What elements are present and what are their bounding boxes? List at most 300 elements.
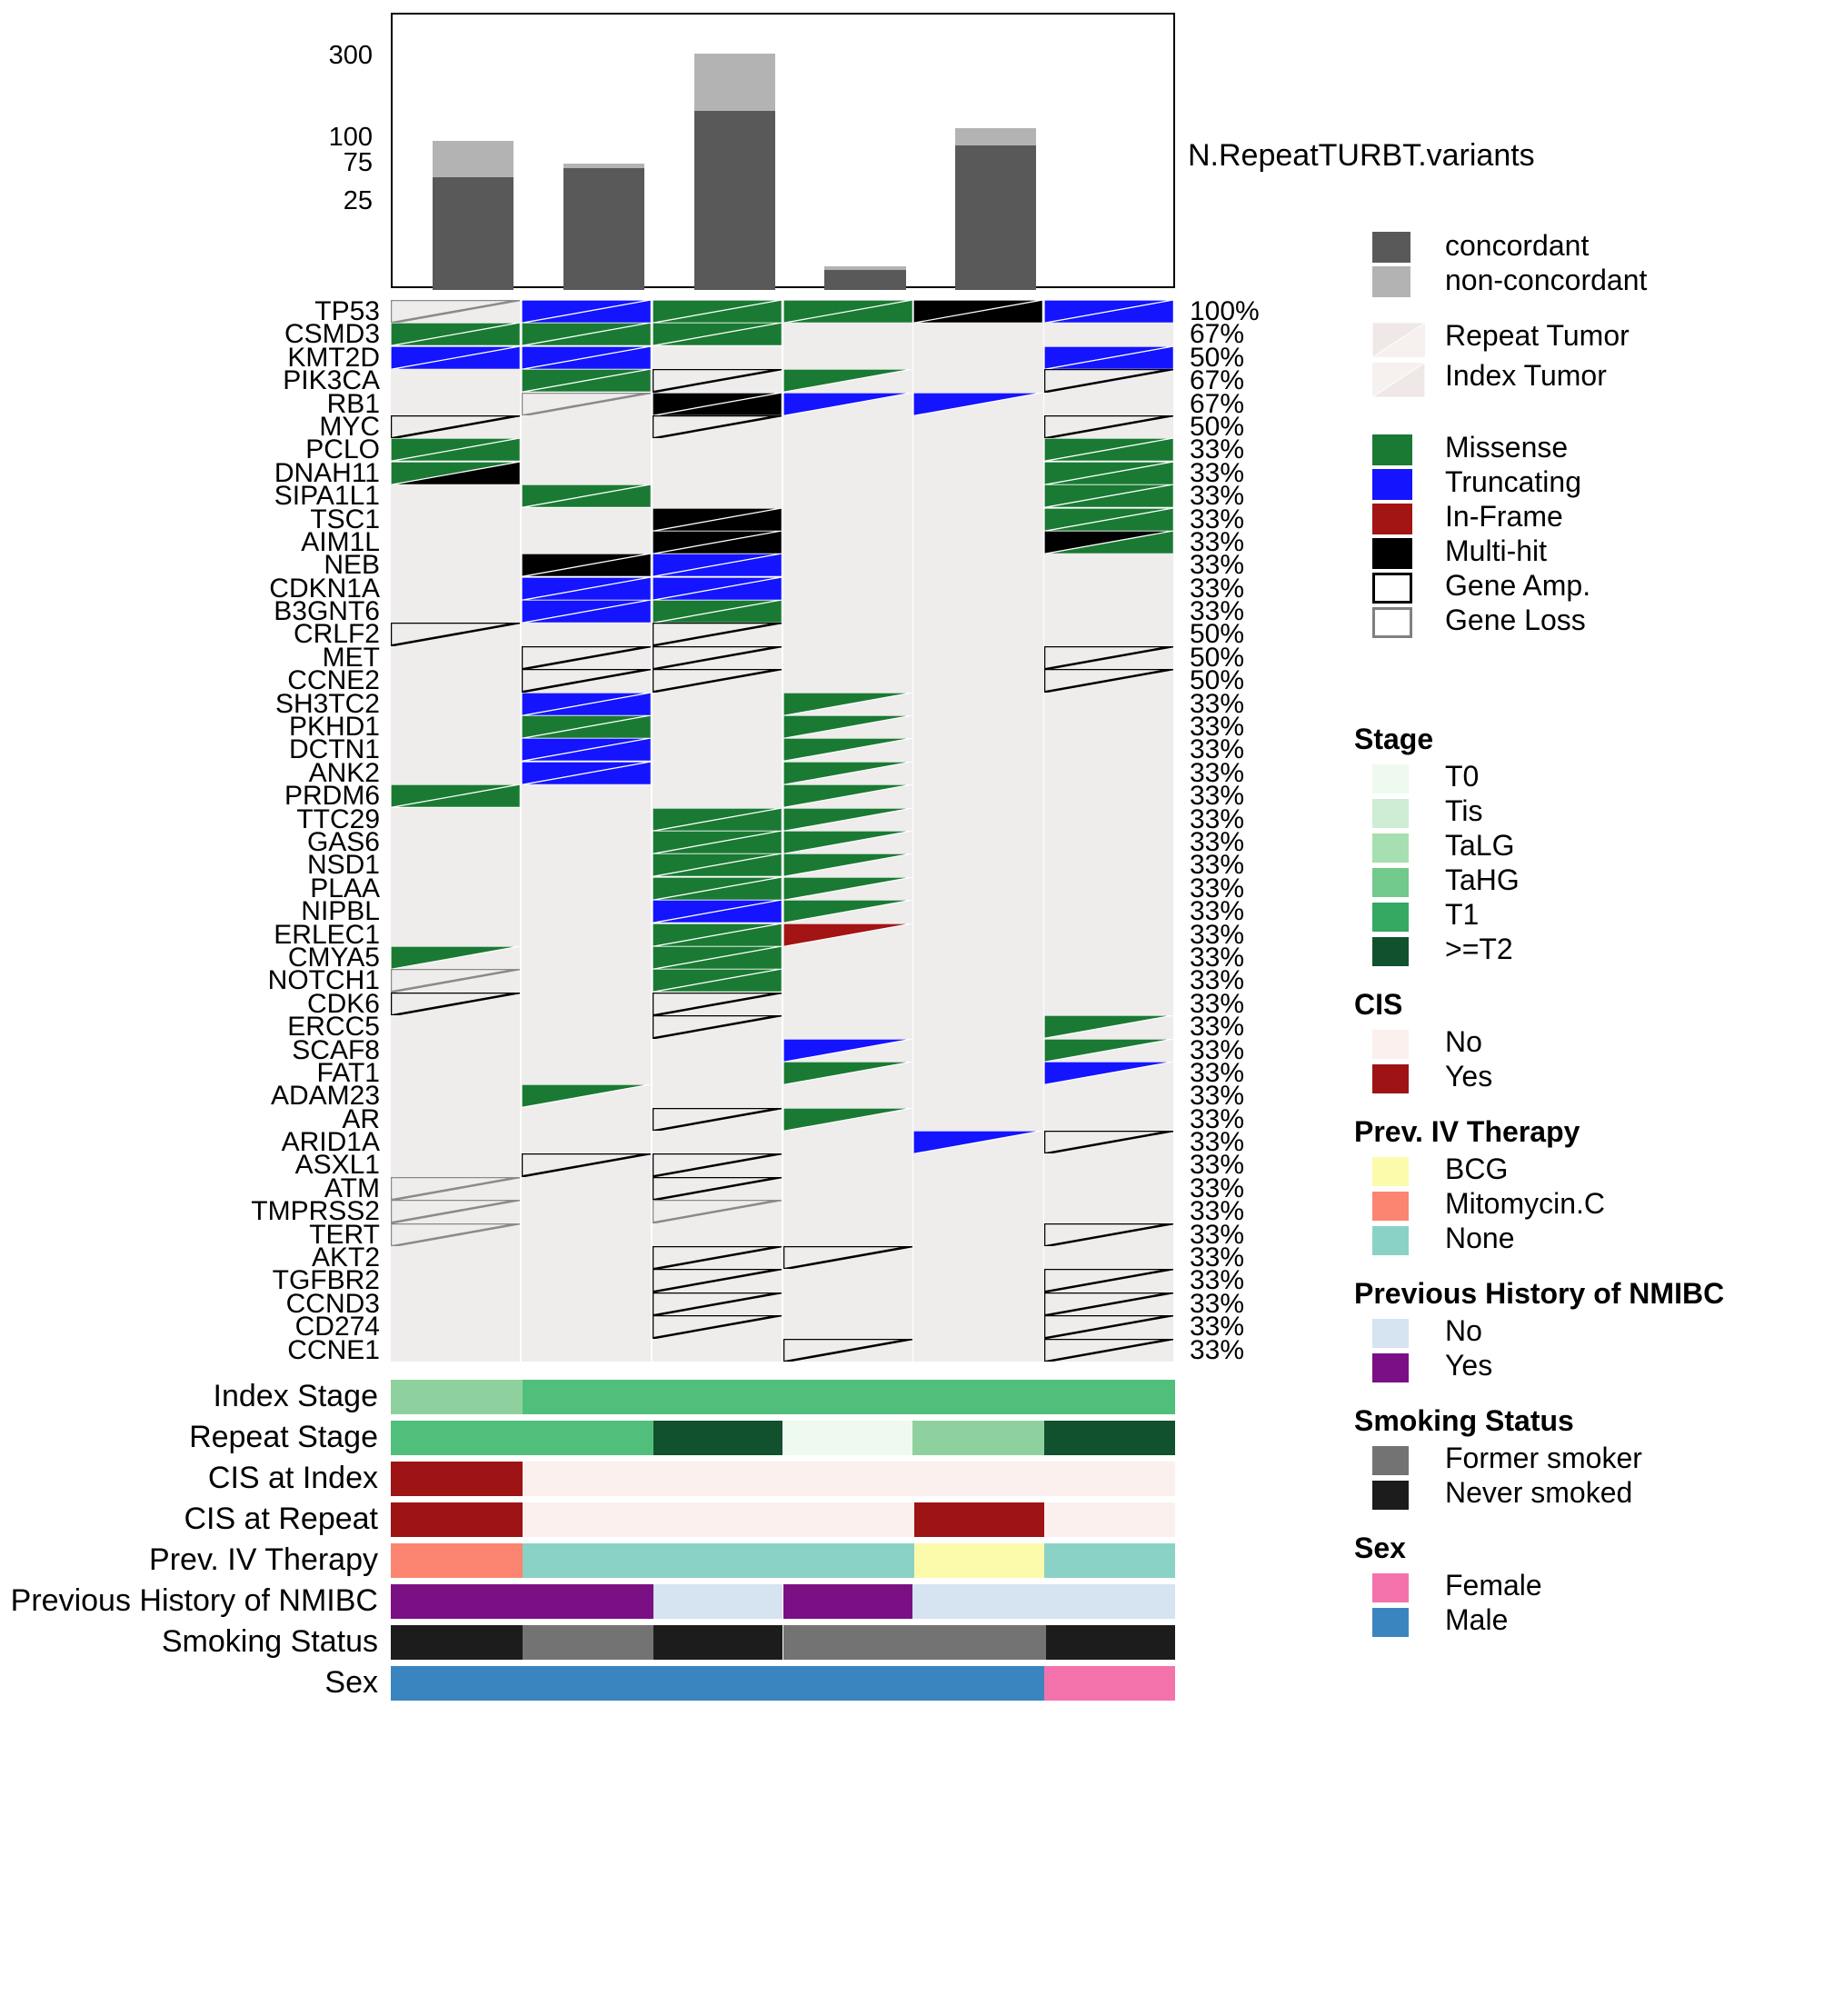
oncoprint-cell bbox=[653, 1339, 782, 1362]
clinical-track bbox=[213, 1379, 1175, 1414]
oncoprint-cell bbox=[913, 1062, 1042, 1084]
oncoprint-cell bbox=[653, 669, 782, 692]
repeat-tumor-triangle bbox=[522, 646, 651, 669]
oncoprint-row bbox=[301, 526, 1245, 557]
clinical-segment bbox=[1044, 1543, 1175, 1578]
oncoprint-cell bbox=[783, 900, 912, 923]
repeat-tumor-triangle bbox=[391, 1223, 520, 1246]
oncoprint-cell bbox=[653, 577, 782, 600]
repeat-tumor-triangle bbox=[1044, 669, 1173, 692]
legend-label-none: None bbox=[1445, 1222, 1515, 1254]
alteration-percent-label: 33% bbox=[1190, 757, 1245, 788]
oncoprint-cell bbox=[1044, 1039, 1173, 1062]
oncoprint-cell bbox=[522, 877, 651, 900]
oncoprint-cell bbox=[783, 1246, 912, 1269]
oncoprint-cell bbox=[913, 484, 1042, 507]
oncoprint-cell bbox=[391, 762, 520, 784]
oncoprint-cell bbox=[1044, 831, 1173, 853]
oncoprint-cell bbox=[522, 1131, 651, 1153]
oncoprint-cell bbox=[913, 693, 1042, 715]
oncoprint-cell bbox=[522, 531, 651, 554]
oncoprint-cell bbox=[653, 369, 782, 392]
oncoprint-cell bbox=[913, 923, 1042, 946]
gene-label: TP53 bbox=[314, 296, 380, 326]
index-tumor-triangle bbox=[391, 438, 520, 461]
oncoprint-cell bbox=[913, 1039, 1042, 1062]
oncoprint-cell bbox=[653, 531, 782, 554]
repeat-tumor-triangle bbox=[653, 1200, 782, 1223]
gene-label: TGFBR2 bbox=[272, 1265, 380, 1296]
oncoprint-cell bbox=[913, 393, 1042, 415]
oncoprint-cell bbox=[1044, 1246, 1173, 1269]
index-tumor-triangle bbox=[653, 393, 782, 415]
oncoprint-row bbox=[310, 504, 1245, 534]
oncoprint-cell bbox=[1044, 923, 1173, 946]
oncoprint-cell bbox=[391, 646, 520, 669]
oncoprint-cell bbox=[913, 900, 1042, 923]
oncoprint-row bbox=[293, 619, 1245, 650]
oncoprint-cell bbox=[783, 1200, 912, 1223]
oncoprint-row bbox=[324, 550, 1245, 581]
clinical-segment bbox=[783, 1584, 912, 1619]
alteration-percent-label: 33% bbox=[1190, 1012, 1245, 1043]
oncoprint-cell bbox=[391, 900, 520, 923]
gene-label: NEB bbox=[324, 550, 380, 581]
oncoprint-cell bbox=[1044, 715, 1173, 738]
repeat-tumor-triangle bbox=[1044, 1015, 1173, 1038]
repeat-tumor-triangle bbox=[783, 1246, 912, 1269]
repeat-tumor-triangle bbox=[522, 393, 651, 415]
oncoprint-row bbox=[342, 1103, 1245, 1134]
alteration-percent-label: 33% bbox=[1190, 1265, 1245, 1296]
clinical-segment bbox=[391, 1502, 523, 1537]
gene-label: AKT2 bbox=[311, 1243, 380, 1273]
repeat-tumor-triangle bbox=[783, 900, 912, 923]
oncoprint-cell bbox=[653, 346, 782, 369]
alteration-percent-label: 33% bbox=[1190, 526, 1245, 557]
oncoprint-row bbox=[287, 342, 1245, 373]
clinical-track bbox=[161, 1624, 1175, 1660]
oncoprint-cell bbox=[522, 969, 651, 992]
repeat-tumor-triangle bbox=[783, 1039, 912, 1062]
legend-label-gene-amp-: Gene Amp. bbox=[1445, 569, 1591, 602]
oncoprint-cell bbox=[913, 877, 1042, 900]
oncoprint-cell bbox=[391, 415, 520, 438]
oncoprint-cell bbox=[653, 1039, 782, 1062]
legend-label-gene-loss: Gene Loss bbox=[1445, 604, 1586, 636]
clinical-segment bbox=[391, 1380, 523, 1414]
clinical-segment bbox=[523, 1543, 915, 1578]
oncoprint-cell bbox=[1044, 1339, 1173, 1362]
oncoprint-cell bbox=[913, 1269, 1042, 1292]
gene-label: SIPA1L1 bbox=[274, 481, 380, 512]
oncoprint-row bbox=[267, 965, 1245, 996]
legend-label-female: Female bbox=[1445, 1569, 1542, 1602]
oncoprint-cell bbox=[522, 923, 651, 946]
gene-label: GAS6 bbox=[306, 826, 380, 857]
alteration-percent-label: 33% bbox=[1190, 919, 1245, 950]
repeat-tumor-triangle bbox=[1044, 646, 1173, 669]
oncoprint-cell bbox=[783, 1223, 912, 1246]
clinical-track-label: CIS at Index bbox=[207, 1461, 378, 1496]
clinical-track-label: Previous History of NMIBC bbox=[10, 1583, 378, 1619]
oncoprint-cell bbox=[653, 1223, 782, 1246]
index-tumor-triangle bbox=[653, 877, 782, 900]
oncoprint-row bbox=[322, 642, 1245, 673]
oncoprint-row bbox=[306, 826, 1245, 857]
gene-label: CDK6 bbox=[306, 988, 380, 1019]
repeat-tumor-triangle bbox=[653, 993, 782, 1015]
oncoprint-cell bbox=[783, 946, 912, 969]
oncoprint-cell bbox=[1044, 393, 1173, 415]
gene-label: AIM1L bbox=[301, 526, 380, 557]
legend-label-index-tumor: Index Tumor bbox=[1445, 359, 1607, 392]
clinical-segment bbox=[914, 1543, 1043, 1578]
oncoprint-cell bbox=[391, 669, 520, 692]
bar-segment-concordant bbox=[563, 168, 644, 290]
oncoprint-cell bbox=[913, 1200, 1042, 1223]
oncoprint-cell bbox=[653, 946, 782, 969]
repeat-tumor-triangle bbox=[653, 369, 782, 392]
oncoprint-cell bbox=[1044, 669, 1173, 692]
alteration-percent-label: 50% bbox=[1190, 619, 1245, 650]
alteration-percent-label: 33% bbox=[1190, 1034, 1245, 1065]
legend-group-title: Smoking Status bbox=[1354, 1404, 1574, 1437]
oncoprint-cell bbox=[783, 1269, 912, 1292]
gene-label: PCLO bbox=[305, 434, 380, 465]
legend-label-yes: Yes bbox=[1445, 1060, 1493, 1093]
oncoprint-cell bbox=[522, 1039, 651, 1062]
legend-label-talg: TaLG bbox=[1445, 829, 1515, 862]
oncoprint-cell bbox=[522, 831, 651, 853]
oncoprint-row bbox=[270, 1081, 1245, 1112]
alteration-percent-label: 33% bbox=[1190, 1103, 1245, 1134]
oncoprint-cell bbox=[783, 715, 912, 738]
oncoprint-cell bbox=[391, 1339, 520, 1362]
clinical-segment bbox=[391, 1625, 523, 1660]
legend-label-yes: Yes bbox=[1445, 1349, 1493, 1382]
repeat-tumor-triangle bbox=[391, 946, 520, 969]
oncoprint-cell bbox=[913, 300, 1042, 323]
oncoprint-cell bbox=[391, 1084, 520, 1107]
oncoprint-cell bbox=[913, 1339, 1042, 1362]
oncoprint-cell bbox=[653, 1062, 782, 1084]
legend-label-never-smoked: Never smoked bbox=[1445, 1476, 1633, 1509]
oncoprint-cell bbox=[391, 1015, 520, 1038]
oncoprint-cell bbox=[391, 1200, 520, 1223]
oncoprint-cell bbox=[913, 508, 1042, 531]
oncoprint-cell bbox=[1044, 462, 1173, 484]
alteration-percent-label: 100% bbox=[1190, 296, 1260, 326]
oncoprint-cell bbox=[783, 438, 912, 461]
index-tumor-triangle bbox=[1044, 438, 1173, 461]
oncoprint-row bbox=[274, 688, 1245, 719]
oncoprint-cell bbox=[653, 1269, 782, 1292]
oncoprint-cell bbox=[783, 738, 912, 761]
oncoprint-row bbox=[274, 457, 1245, 488]
repeat-tumor-triangle bbox=[783, 1339, 912, 1362]
gene-label: FAT1 bbox=[316, 1057, 380, 1088]
oncoprint-row bbox=[251, 1196, 1245, 1227]
legend-swatch-talg bbox=[1372, 833, 1409, 863]
alteration-percent-label: 33% bbox=[1190, 942, 1245, 973]
gene-label: NSD1 bbox=[306, 850, 380, 881]
repeat-tumor-triangle bbox=[1044, 415, 1173, 438]
barchart-bar bbox=[694, 54, 775, 290]
oncoprint-cell bbox=[391, 877, 520, 900]
oncoprint-row bbox=[274, 596, 1245, 627]
oncoprint-row bbox=[306, 850, 1245, 881]
oncoprint-cell bbox=[653, 300, 782, 323]
oncoprint-cell bbox=[653, 969, 782, 992]
oncoprint-row bbox=[281, 1127, 1245, 1158]
clinical-segment bbox=[523, 1380, 1175, 1414]
gene-label: KMT2D bbox=[287, 342, 380, 373]
oncoprint-row bbox=[326, 388, 1245, 419]
oncoprint-cell bbox=[1044, 300, 1173, 323]
oncoprint-cell bbox=[653, 1292, 782, 1315]
oncoprint-cell bbox=[522, 346, 651, 369]
oncoprint-cell bbox=[391, 438, 520, 461]
legend-group-title: Stage bbox=[1354, 723, 1434, 755]
index-tumor-triangle bbox=[653, 946, 782, 969]
oncoprint-cell bbox=[913, 808, 1042, 831]
oncoprint-cell bbox=[653, 1131, 782, 1153]
oncoprint-cell bbox=[783, 577, 912, 600]
oncoprint-cell bbox=[913, 577, 1042, 600]
index-tumor-triangle bbox=[653, 600, 782, 623]
oncoprint-cell bbox=[1044, 969, 1173, 992]
oncoprint-cell bbox=[522, 1062, 651, 1084]
alteration-percent-label: 33% bbox=[1190, 457, 1245, 488]
oncoprint-cell bbox=[783, 369, 912, 392]
clinical-track bbox=[324, 1665, 1175, 1701]
repeat-tumor-triangle bbox=[653, 646, 782, 669]
gene-label: DCTN1 bbox=[288, 734, 380, 765]
alteration-percent-label: 50% bbox=[1190, 411, 1245, 442]
oncoprint-cell bbox=[783, 346, 912, 369]
oncoprint-row bbox=[288, 734, 1245, 765]
oncoprint-cell bbox=[653, 1177, 782, 1200]
repeat-tumor-triangle bbox=[522, 1153, 651, 1176]
alteration-percent-label: 67% bbox=[1190, 319, 1245, 350]
clinical-segment bbox=[653, 1421, 782, 1455]
index-tumor-triangle bbox=[1044, 346, 1173, 369]
legend-swatch-tahg bbox=[1372, 868, 1409, 897]
legend-swatch-gene-amp- bbox=[1372, 573, 1412, 604]
repeat-tumor-triangle bbox=[1044, 1339, 1173, 1362]
oncoprint-cell bbox=[653, 831, 782, 853]
oncoprint-cell bbox=[1044, 762, 1173, 784]
legend-swatch-gene-loss bbox=[1372, 607, 1412, 638]
oncoprint-cell bbox=[391, 1246, 520, 1269]
index-tumor-triangle bbox=[522, 323, 651, 345]
oncoprint-cell bbox=[1044, 646, 1173, 669]
oncoprint-cell bbox=[522, 646, 651, 669]
clinical-segment bbox=[1044, 1502, 1175, 1537]
index-tumor-triangle bbox=[391, 784, 520, 807]
oncoprint-cell bbox=[522, 993, 651, 1015]
legend-label-in-frame: In-Frame bbox=[1445, 500, 1563, 533]
repeat-tumor-triangle bbox=[783, 808, 912, 831]
gene-label: SH3TC2 bbox=[274, 688, 380, 719]
oncoprint-cell bbox=[783, 1153, 912, 1176]
oncoprint-cell bbox=[522, 1246, 651, 1269]
clinical-segment bbox=[1044, 1421, 1175, 1455]
repeat-tumor-triangle bbox=[1044, 1039, 1173, 1062]
repeat-tumor-triangle bbox=[783, 877, 912, 900]
clinical-segment bbox=[1044, 1666, 1175, 1701]
index-tumor-triangle bbox=[1044, 462, 1173, 484]
oncoprint-cell bbox=[522, 1153, 651, 1176]
oncoprint-cell bbox=[522, 1200, 651, 1223]
oncoprint-cell bbox=[391, 1315, 520, 1338]
gene-label: TSC1 bbox=[310, 504, 380, 534]
oncoprint-cell bbox=[391, 508, 520, 531]
oncoprint-cell bbox=[653, 438, 782, 461]
gene-label: RB1 bbox=[326, 388, 380, 419]
repeat-tumor-triangle bbox=[783, 693, 912, 715]
index-tumor-triangle bbox=[653, 300, 782, 323]
oncoprint-cell bbox=[783, 1062, 912, 1084]
oncoprint-cell bbox=[783, 1131, 912, 1153]
oncoprint-cell bbox=[391, 923, 520, 946]
oncoprint-cell bbox=[783, 669, 912, 692]
barchart-y-tick: 75 bbox=[343, 148, 373, 177]
clinical-segment bbox=[391, 1584, 653, 1619]
repeat-tumor-triangle bbox=[653, 415, 782, 438]
oncoprint-cell bbox=[783, 462, 912, 484]
alteration-percent-label: 33% bbox=[1190, 803, 1245, 834]
alteration-percent-label: 50% bbox=[1190, 665, 1245, 696]
oncoprint-row bbox=[284, 319, 1245, 350]
oncoprint-cell bbox=[783, 853, 912, 876]
legend-index-tumor-triangle bbox=[1372, 363, 1425, 397]
legend-group-title: Previous History of NMIBC bbox=[1354, 1277, 1725, 1310]
oncoprint-cell bbox=[522, 1015, 651, 1038]
legend-group-title: Prev. IV Therapy bbox=[1354, 1115, 1580, 1148]
oncoprint-cell bbox=[653, 1246, 782, 1269]
oncoprint-cell bbox=[783, 808, 912, 831]
oncoprint-cell bbox=[653, 1153, 782, 1176]
oncoprint-cell bbox=[913, 853, 1042, 876]
repeat-tumor-triangle bbox=[913, 1131, 1042, 1153]
bar-segment-non-concordant bbox=[433, 141, 513, 177]
oncoprint-cell bbox=[522, 623, 651, 645]
alteration-percent-label: 33% bbox=[1190, 1081, 1245, 1112]
barchart-bar bbox=[433, 141, 513, 290]
alteration-percent-label: 33% bbox=[1190, 988, 1245, 1019]
repeat-tumor-triangle bbox=[783, 762, 912, 784]
clinical-segment bbox=[523, 1625, 653, 1660]
variant-count-barchart bbox=[391, 13, 1175, 288]
oncoprint-cell bbox=[1044, 531, 1173, 554]
oncoprint-cell bbox=[522, 1177, 651, 1200]
oncoprint-cell bbox=[522, 1269, 651, 1292]
oncoprint-cell bbox=[522, 900, 651, 923]
oncoprint-cell bbox=[522, 554, 651, 576]
oncoprint-cell bbox=[522, 300, 651, 323]
clinical-segment bbox=[391, 1462, 523, 1496]
clinical-segment bbox=[523, 1462, 1175, 1496]
oncoprint-cell bbox=[913, 646, 1042, 669]
oncoprint-row bbox=[285, 1288, 1245, 1319]
repeat-tumor-triangle bbox=[522, 1084, 651, 1107]
alteration-percent-label: 50% bbox=[1190, 642, 1245, 673]
oncoprint-cell bbox=[913, 1153, 1042, 1176]
repeat-tumor-triangle bbox=[1044, 369, 1173, 392]
repeat-tumor-triangle bbox=[1044, 1315, 1173, 1338]
oncoprint-cell bbox=[391, 369, 520, 392]
oncoprint-cell bbox=[391, 1292, 520, 1315]
alteration-percent-label: 33% bbox=[1190, 712, 1245, 743]
oncoprint-cell bbox=[913, 623, 1042, 645]
repeat-tumor-triangle bbox=[653, 669, 782, 692]
gene-label: ARID1A bbox=[281, 1127, 380, 1158]
oncoprint-cell bbox=[653, 693, 782, 715]
oncoprint-row bbox=[274, 481, 1245, 512]
oncoprint-cell bbox=[913, 1177, 1042, 1200]
oncoprint-cell bbox=[522, 484, 651, 507]
legend-swatch-in-frame bbox=[1372, 504, 1412, 534]
legend-swatch-multi-hit bbox=[1372, 538, 1412, 569]
clinical-track-label: Index Stage bbox=[213, 1379, 378, 1414]
oncoprint-cell bbox=[653, 623, 782, 645]
index-tumor-triangle bbox=[653, 508, 782, 531]
repeat-tumor-triangle bbox=[783, 393, 912, 415]
oncoprint-cell bbox=[653, 1200, 782, 1223]
oncoprint-cell bbox=[1044, 1084, 1173, 1107]
oncoprint-cell bbox=[1044, 1108, 1173, 1131]
oncoprint-cell bbox=[391, 946, 520, 969]
alteration-percent-label: 67% bbox=[1190, 365, 1245, 396]
oncoprint-cell bbox=[783, 1084, 912, 1107]
repeat-tumor-triangle bbox=[391, 1200, 520, 1223]
oncoprint-cell bbox=[391, 1062, 520, 1084]
index-tumor-triangle bbox=[653, 554, 782, 576]
oncoprint-row bbox=[319, 411, 1245, 442]
repeat-tumor-triangle bbox=[1044, 1062, 1173, 1084]
oncoprint-grid bbox=[251, 296, 1260, 1365]
oncoprint-cell bbox=[783, 1339, 912, 1362]
clinical-segment bbox=[653, 1584, 782, 1619]
legend-label-non-concordant: non-concordant bbox=[1445, 264, 1648, 296]
oncoprint-cell bbox=[391, 1223, 520, 1246]
index-tumor-triangle bbox=[1044, 531, 1173, 554]
oncoprint-cell bbox=[913, 993, 1042, 1015]
clinical-track bbox=[189, 1420, 1175, 1455]
oncoprint-cell bbox=[783, 1177, 912, 1200]
oncoprint-cell bbox=[653, 415, 782, 438]
oncoprint-cell bbox=[1044, 415, 1173, 438]
oncoprint-cell bbox=[1044, 577, 1173, 600]
oncoprint-cell bbox=[391, 853, 520, 876]
oncoprint-cell bbox=[783, 784, 912, 807]
clinical-track bbox=[207, 1461, 1175, 1496]
oncoprint-cell bbox=[522, 1223, 651, 1246]
index-tumor-triangle bbox=[1044, 300, 1173, 323]
clinical-track-label: Sex bbox=[324, 1665, 378, 1701]
oncoprint-cell bbox=[522, 1339, 651, 1362]
index-tumor-triangle bbox=[522, 369, 651, 392]
repeat-tumor-triangle bbox=[783, 1108, 912, 1131]
oncoprint-cell bbox=[653, 900, 782, 923]
oncoprint-cell bbox=[653, 462, 782, 484]
oncoprint-cell bbox=[391, 969, 520, 992]
oncoprint-cell bbox=[783, 300, 912, 323]
oncoprint-cell bbox=[913, 438, 1042, 461]
bar-segment-non-concordant bbox=[955, 128, 1036, 146]
